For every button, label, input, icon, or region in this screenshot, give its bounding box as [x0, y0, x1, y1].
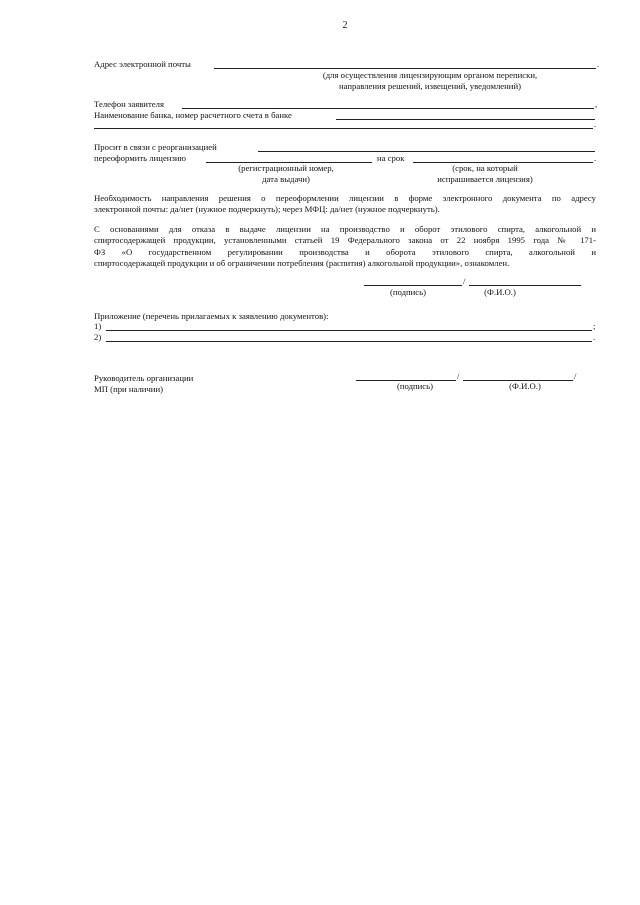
phone-end: , [595, 99, 598, 109]
email-field-line[interactable] [214, 68, 596, 69]
necessity-line2: электронной почты: да/нет (нужное подчеркнуть); через МФЦ: да/нет (нужное подчеркнуть). [94, 204, 440, 215]
head-slash2: / [574, 371, 577, 381]
appendix-item2-line[interactable] [106, 341, 592, 342]
appendix-label: Приложение (перечень прилагаемых к заявлению документов): [94, 311, 329, 321]
phone-label: Телефон заявителя [94, 99, 164, 109]
bank-label: Наименование банка, номер расчетного счета в банке [94, 110, 292, 120]
reorganization-field-line[interactable] [258, 151, 595, 152]
head-signature-caption: (подпись) [396, 381, 434, 391]
reg-number-note-line1: (регистрационный номер, [238, 163, 334, 173]
head-slash1: / [457, 371, 460, 381]
email-end: . [597, 59, 600, 69]
appendix-item1-end: ; [593, 321, 596, 331]
grounds-paragraph [94, 224, 596, 269]
stamp-label: МП (при наличии) [94, 384, 164, 394]
appendix-item2-end: . [593, 332, 596, 342]
applicant-fio-line[interactable] [469, 285, 581, 286]
grounds-line2: спиртосодержащей продукции, установленными статьей 19 Федерального закона от 22 ноября 1995 года № 171- [94, 235, 596, 246]
grounds-line1: С основаниями для отказа в выдаче лицензии на производство и оборот этилового спирта, алкогольной и [94, 224, 596, 234]
email-note-line1: (для осуществления лицензирующим органом переписки, [322, 70, 538, 80]
appendix-item1-line[interactable] [106, 330, 592, 331]
term-note-line1: (срок, на который [452, 163, 518, 173]
term-note-line2: испрашивается лицензия) [437, 174, 533, 184]
page-number: 2 [342, 20, 348, 31]
applicant-signature-line[interactable] [364, 285, 462, 286]
bank-end: . [594, 119, 597, 129]
applicant-slash: / [463, 276, 466, 286]
bank-field-line-1[interactable] [336, 119, 595, 120]
head-label: Руководитель организации [94, 373, 194, 383]
applicant-signature-caption: (подпись) [389, 287, 427, 297]
applicant-fio-caption: (Ф.И.О.) [484, 287, 516, 297]
bank-field-line-2[interactable] [94, 128, 593, 129]
appendix-item1-number: 1) [94, 321, 102, 331]
head-fio-caption: (Ф.И.О.) [509, 381, 541, 391]
term-label: на срок [377, 153, 405, 163]
grounds-line3: ФЗ «О государственном регулировании производства и оборота этилового спирта, алкогольной и [94, 246, 596, 257]
appendix-item2-number: 2) [94, 332, 102, 342]
request-label: Просит в связи с реорганизацией [94, 142, 217, 152]
necessity-line1: Необходимость направления решения о переоформлении лицензии в форме электронного документа по адресу [94, 193, 596, 203]
email-note-line2: направления решений, извещений, уведомлений) [338, 81, 521, 91]
phone-field-line[interactable] [182, 108, 594, 109]
reissue-label: переоформить лицензию [94, 153, 187, 163]
email-label: Адрес электронной почты [94, 59, 191, 69]
request-end: . [594, 153, 597, 163]
reg-number-note-line2: дата выдачи) [262, 174, 310, 184]
grounds-line4: спиртосодержащей продукции и об ограничении потребления (распития) алкогольной продукции», ознакомлен. [94, 257, 510, 268]
necessity-paragraph [94, 193, 596, 216]
